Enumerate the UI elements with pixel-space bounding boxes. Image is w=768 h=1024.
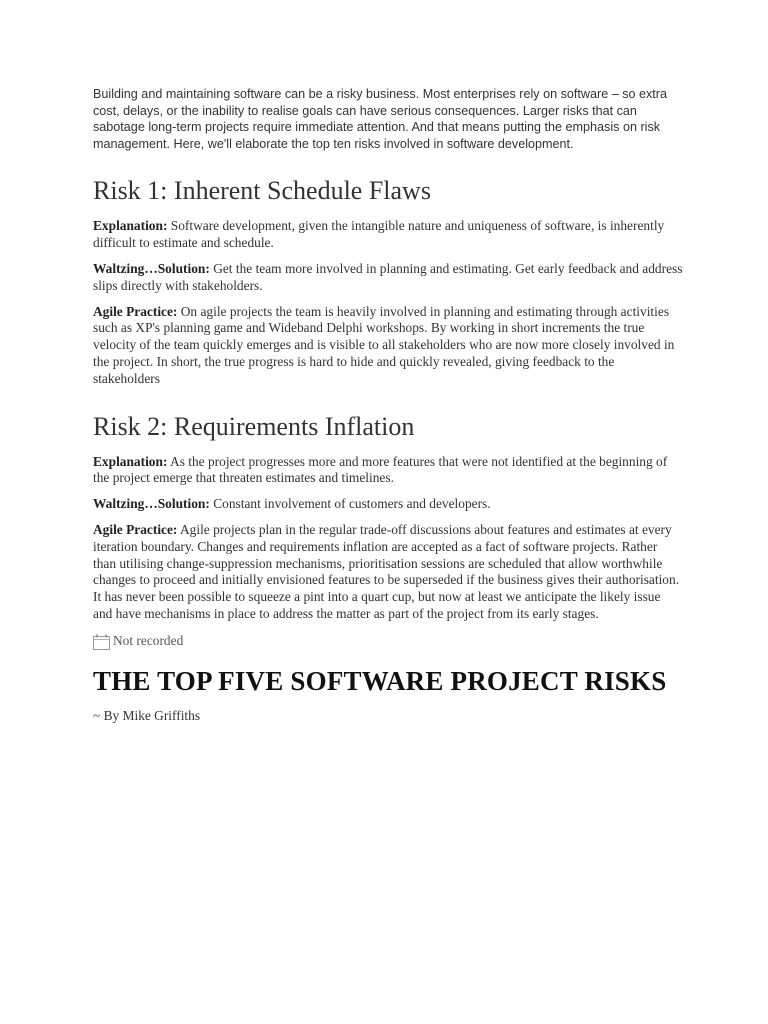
risk-1-agile-practice [93, 304, 683, 388]
media-label: Not recorded [113, 632, 184, 648]
risk-2-explanation [93, 454, 683, 488]
agile-text: Agile projects plan in the regular trade-off discussions about features and estimates at every iteration boundary. Changes and requirements inflation are accepted as a fact of software projects. Rather than utilising change-suppression mechanisms, prioritisation sessions are scheduled that allow worthwhile changes to proceed and initially envisioned features to be superseded if the business gives their authorisation. It has never been possible to squeeze a pint into a quart cup, but now at least we anticipate the likely issue and have mechanisms in place to address the matter as part of the project from its early stages. [93, 521, 680, 621]
solution-text: Constant involvement of customers and developers. [213, 496, 491, 512]
explanation-label: Explanation: [93, 453, 168, 469]
explanation-label: Explanation: [93, 218, 168, 234]
broken-image-icon [93, 634, 111, 650]
solution-label: Waltzing…Solution: [93, 260, 210, 276]
document-page [93, 86, 683, 725]
risk-1-heading: Risk 1: Inherent Schedule Flaws [93, 176, 431, 206]
risk-2-heading: Risk 2: Requirements Inflation [93, 411, 415, 441]
solution-text: Get the team more involved in planning and estimating. Get early feedback and address slips directly with stakeholders. [93, 260, 683, 293]
explanation-text: Software development, given the intangible nature and uniqueness of software, is inherently difficult to estimate and schedule. [93, 218, 665, 251]
media-placeholder [93, 632, 683, 650]
byline: ~ By Mike Griffiths [93, 707, 201, 723]
solution-label: Waltzing…Solution: [93, 496, 210, 512]
page-title: THE TOP FIVE SOFTWARE PROJECT RISKS [93, 665, 667, 696]
risk-1-solution [93, 261, 683, 295]
agile-label: Agile Practice: [93, 521, 178, 537]
agile-label: Agile Practice: [93, 303, 178, 319]
risk-2-agile-practice [93, 522, 683, 623]
explanation-text: As the project progresses more and more features that were not identified at the beginning of the project emerge that threaten estimates and timelines. [93, 453, 668, 486]
risk-1-explanation [93, 218, 683, 252]
agile-text: On agile projects the team is heavily involved in planning and estimating through activities such as XP's planning game and Wideband Delphi workshops. By working in short increments the true velocity of the team quickly emerges and is visible to all stakeholders who are now more closely involved in the project. In short, the true progress is hard to hide and quickly revealed, giving feedback to the stakeholders [93, 303, 675, 386]
intro-paragraph: Building and maintaining software can be a risky business. Most enterprises rely on software – so extra cost, delays, or the inability to realise goals can have serious consequences. Larger risks that can sabotage long-term projects require immediate attention. And that means putting the emphasis on risk management. Here, we'll elaborate the top ten risks involved in software development. [93, 87, 667, 151]
risk-2-solution [93, 496, 683, 513]
